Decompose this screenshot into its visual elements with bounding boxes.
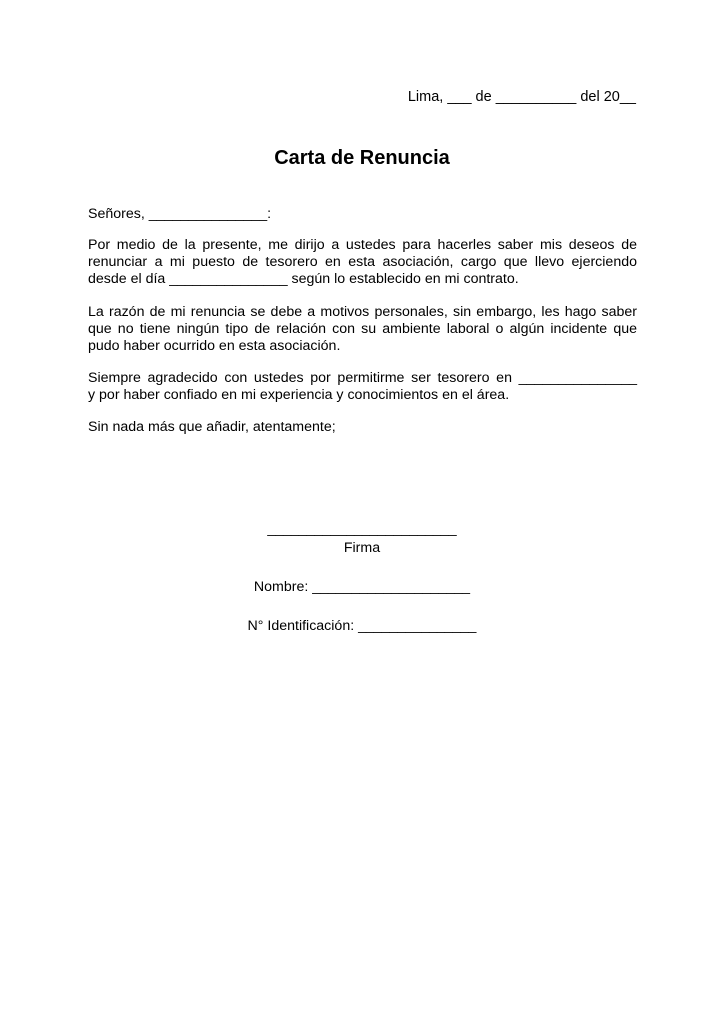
paragraph-3-line: y por haber confiado en mi experiencia y conocimientos en el área.: [88, 387, 510, 403]
paragraph-2-line: que no tiene ningún tipo de relación con su ambiente laboral o algún incidente que: [88, 321, 637, 337]
paragraph-3-line: Siempre agradecido con ustedes por permitirme ser tesorero en _______________: [88, 370, 637, 386]
signature-label: Firma: [343, 540, 381, 556]
salutation-text: Señores, _______________:: [88, 206, 272, 222]
date-line: Lima, ___ de __________ del 20__: [407, 89, 636, 105]
paragraph-1-line: desde el día _______________ según lo establecido en mi contrato.: [88, 271, 519, 287]
signature-line: ________________________: [267, 521, 457, 537]
document-title: Carta de Renuncia: [274, 147, 450, 169]
paragraph-1-line: renunciar a mi puesto de tesorero en esta asociación, cargo que llevo ejerciendo: [88, 254, 637, 270]
paragraph-2: [88, 304, 637, 355]
paragraph-2-line: pudo haber ocurrido en esta asociación.: [88, 338, 341, 354]
paragraph-2-line: La razón de mi renuncia se debe a motivos personales, sin embargo, les hago saber: [88, 304, 637, 320]
paragraph-3: [88, 370, 637, 404]
paragraph-1: [88, 237, 637, 288]
closing-text: Sin nada más que añadir, atentamente;: [88, 419, 336, 435]
id-field: N° Identificación: _______________: [247, 618, 477, 634]
name-field: Nombre: ____________________: [253, 579, 471, 595]
closing: [88, 419, 637, 436]
paragraph-1-line: Por medio de la presente, me dirijo a ustedes para hacerles saber mis deseos de: [88, 237, 637, 253]
salutation: [88, 206, 637, 223]
